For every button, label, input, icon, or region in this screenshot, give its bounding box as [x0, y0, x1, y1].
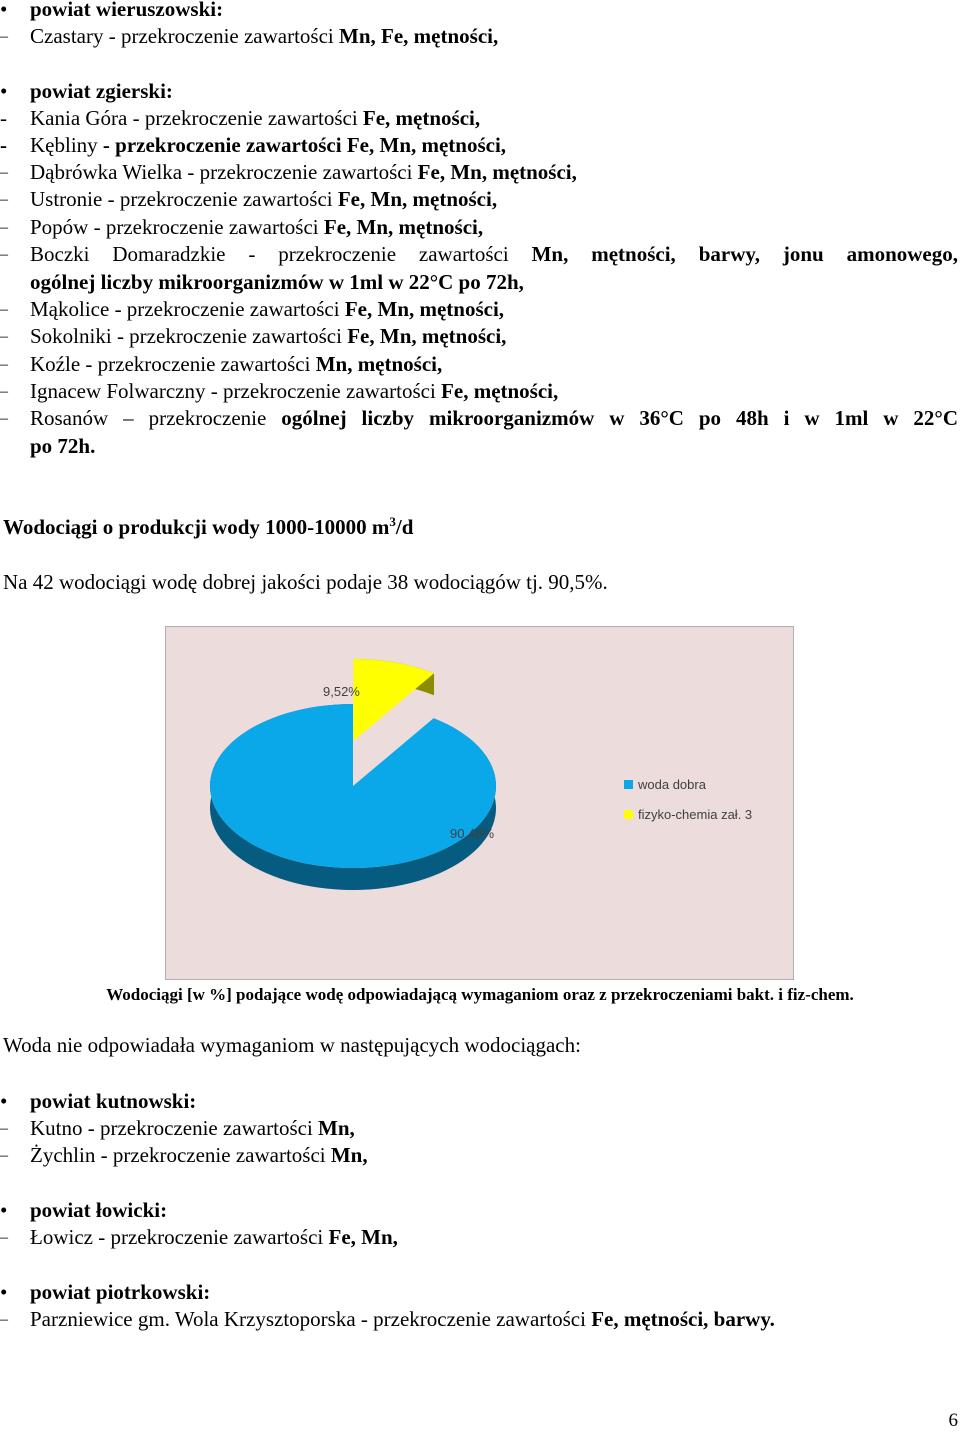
section-title: powiat kutnowski:	[30, 1089, 197, 1113]
bullet: •	[0, 1280, 8, 1304]
bullet: •	[0, 79, 8, 103]
data-label: 90,48%	[450, 826, 495, 841]
paragraph: Woda nie odpowiadała wymaganiom w następujących wodociągach:	[3, 1033, 581, 1057]
section-title: powiat piotrkowski:	[30, 1280, 211, 1304]
section-heading: Wodociągi o produkcji wody 1000-10000 $m^3/d$	[3, 514, 414, 539]
legend-swatch	[624, 810, 633, 819]
intro-paragraph: Na 42 wodociągi wodę dobrej jakości podaje 38 wodociągów tj. 90,5%.	[3, 570, 608, 594]
dash: –	[0, 28, 8, 45]
section-title: powiat łowicki:	[30, 1198, 168, 1222]
document-page: • powiat wieruszowski: – Czastary - przekroczenie zawartości Mn, Fe, mętności, • powiat zgierski: - Kania Góra - przekroczenie zawartości Fe, mętności, - Kębliny - przekroczenie zawartości Fe, Mn, mętności, – Dąbrówka Wielka - przekroczenie zawartości Fe, Mn, mętności, – Ustronie - przekroczenie zawartości Fe, Mn, mętności, – Popów - przekroczenie zawartości Fe, Mn, mętności, – Boczki Domaradzkie - przekroczenie zawartości Mn, mętności, barwy, jonu amonowego, ogólnej liczby mikroorganizmów w 1ml w 22°C po 72h, – Mąkolice - przekroczenie zawartości Fe, Mn, mętności, – Sokolniki - przekroczenie zawartości Fe, Mn, mętności, – Koźle - przekroczenie zawartości Mn, mętności, – Ignacew Folwarczny - przekroczenie zawartości Fe, mętności, – Rosanów – przekroczenie ogólnej liczby mikroorganizmów w 36°C po 48h i w 1ml w 22°C po 72h. Wodociągi o produkcji wody 1000-10000 $m^3/d$ Na 42 wodociągi wodę dobrej jakości podaje 38 wodociągów tj. 90,5%. 90,48% 9,52% woda dobra fizyko-chemia zał. 3 Wodociągi [w %] podające wodę odpowiadającą wymaganiom oraz z przekroczeniami bakt. i fiz-chem. Woda nie odpowiadała wymaganiom w następujących wodociągach: • powiat kutnowski: – Kutno - przekroczenie zawartości Mn, – Żychlin - przekroczenie zawartości Mn, • powiat łowicki: – Łowicz - przekroczenie zawartości Fe, Mn, • powiat piotrkowski: – Parzniewice gm. Wola Krzysztoporska - przekroczenie zawartości Fe, mętności, barwy. 6	[0, 0, 960, 1429]
section-title: powiat zgierski:	[30, 79, 173, 103]
chart-caption: Wodociągi [w %] podające wodę odpowiadającą wymaganiom oraz z przekroczeniami bakt. i fiz-chem.	[106, 985, 854, 1004]
pie-chart	[165, 626, 794, 980]
item-name: Czastary	[30, 24, 104, 48]
legend-label: fizyko-chemia zał. 3	[638, 807, 753, 822]
data-label: 9,52%	[323, 684, 360, 699]
pie-slice	[210, 704, 496, 868]
legend-label: woda dobra	[638, 777, 706, 792]
section-title: powiat wieruszowski:	[30, 0, 224, 21]
pie-chart-svg	[165, 626, 794, 980]
bullet: •	[0, 1198, 8, 1222]
page-number: 6	[948, 1410, 958, 1431]
bullet: •	[0, 0, 8, 21]
legend-swatch	[624, 780, 633, 789]
bullet: •	[0, 1089, 8, 1113]
